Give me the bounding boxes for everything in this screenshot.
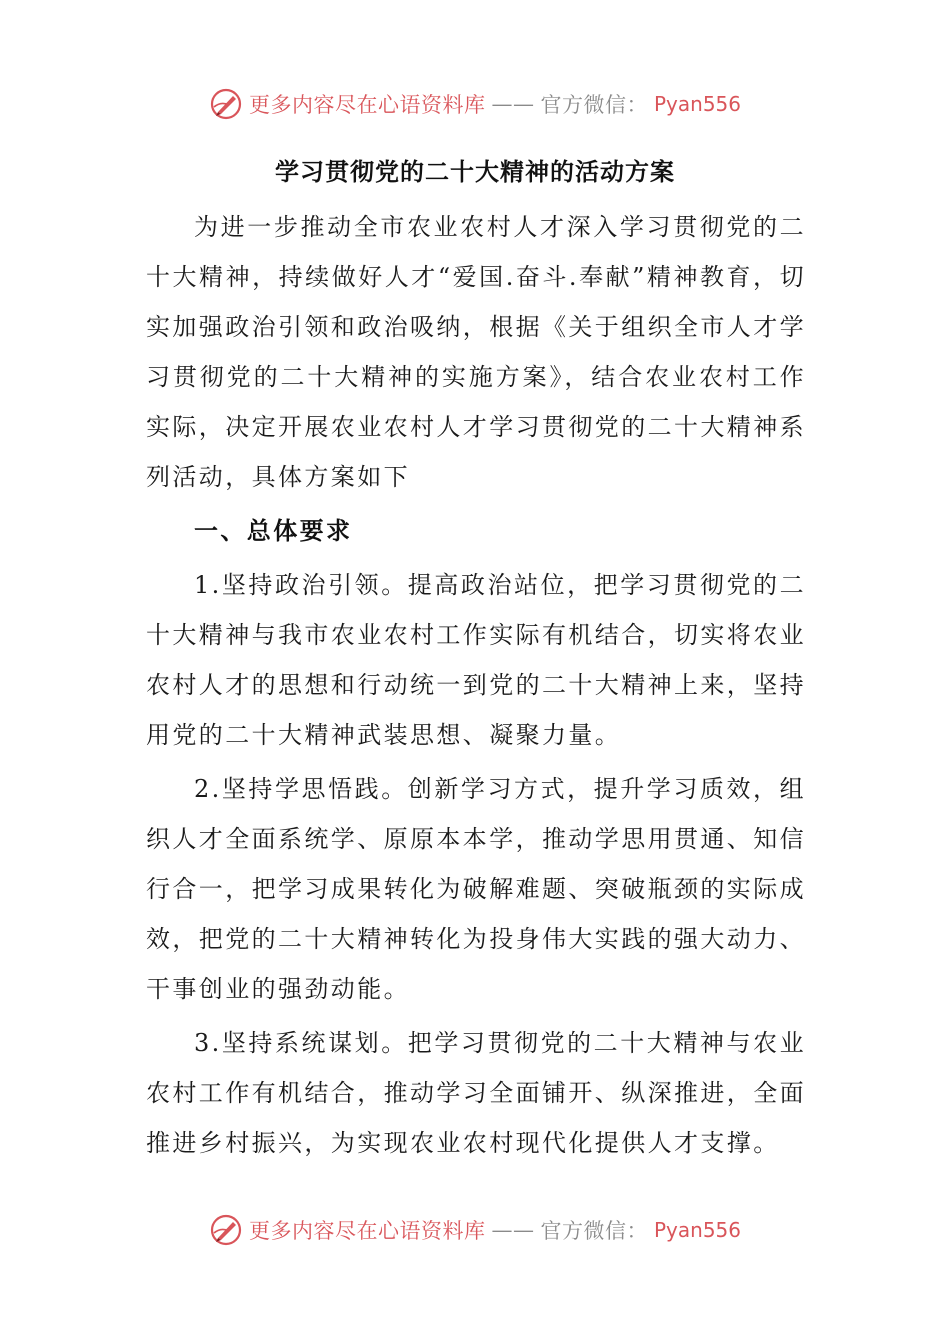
pen-circle-logo-icon bbox=[209, 87, 243, 121]
watermark-label: 官方微信： bbox=[540, 93, 648, 117]
watermark-label: 官方微信： bbox=[540, 1219, 648, 1243]
watermark-handle: Pyan556 bbox=[653, 1218, 741, 1242]
section-heading-general-requirements: 一、总体要求 bbox=[194, 517, 353, 545]
requirement-item-2: 2.坚持学思悟践。创新学习方式，提升学习质效，组织人才全面系统学、原原本本学，推动学思用贯通、知信行合一，把学习成果转化为破解难题、突破瓶颈的实际成效，把党的二十大精神转化为投身伟大实践的强大动力、干事创业的强劲动能。 bbox=[146, 775, 806, 1003]
watermark-site-text: 更多内容尽在心语资料库 bbox=[248, 1219, 486, 1243]
footer-watermark bbox=[0, 1208, 950, 1252]
watermark-dash: —— bbox=[491, 1218, 535, 1242]
intro-paragraph: 为进一步推动全市农业农村人才深入学习贯彻党的二十大精神，持续做好人才“爱国.奋斗.奉献”精神教育，切实加强政治引领和政治吸纳，根据《关于组织全市人才学习贯彻党的二十大精神的实施方案》，结合农业农村工作实际，决定开展农业农村人才学习贯彻党的二十大精神系列活动，具体方案如下 bbox=[146, 213, 806, 491]
pen-circle-logo-icon bbox=[209, 1213, 243, 1247]
watermark-dash: —— bbox=[491, 92, 535, 116]
header-watermark bbox=[0, 82, 950, 126]
requirement-item-1: 1.坚持政治引领。提高政治站位，把学习贯彻党的二十大精神与我市农业农村工作实际有机结合，切实将农业农村人才的思想和行动统一到党的二十大精神上来，坚持用党的二十大精神武装思想、凝聚力量。 bbox=[146, 571, 806, 749]
watermark-site-text: 更多内容尽在心语资料库 bbox=[248, 93, 486, 117]
watermark-handle: Pyan556 bbox=[653, 92, 741, 116]
requirement-item-3: 3.坚持系统谋划。把学习贯彻党的二十大精神与农业农村工作有机结合，推动学习全面铺开、纵深推进，全面推进乡村振兴，为实现农业农村现代化提供人才支撑。 bbox=[146, 1029, 806, 1157]
document-title: 学习贯彻党的二十大精神的活动方案 bbox=[275, 158, 675, 186]
document-body bbox=[146, 202, 806, 1168]
